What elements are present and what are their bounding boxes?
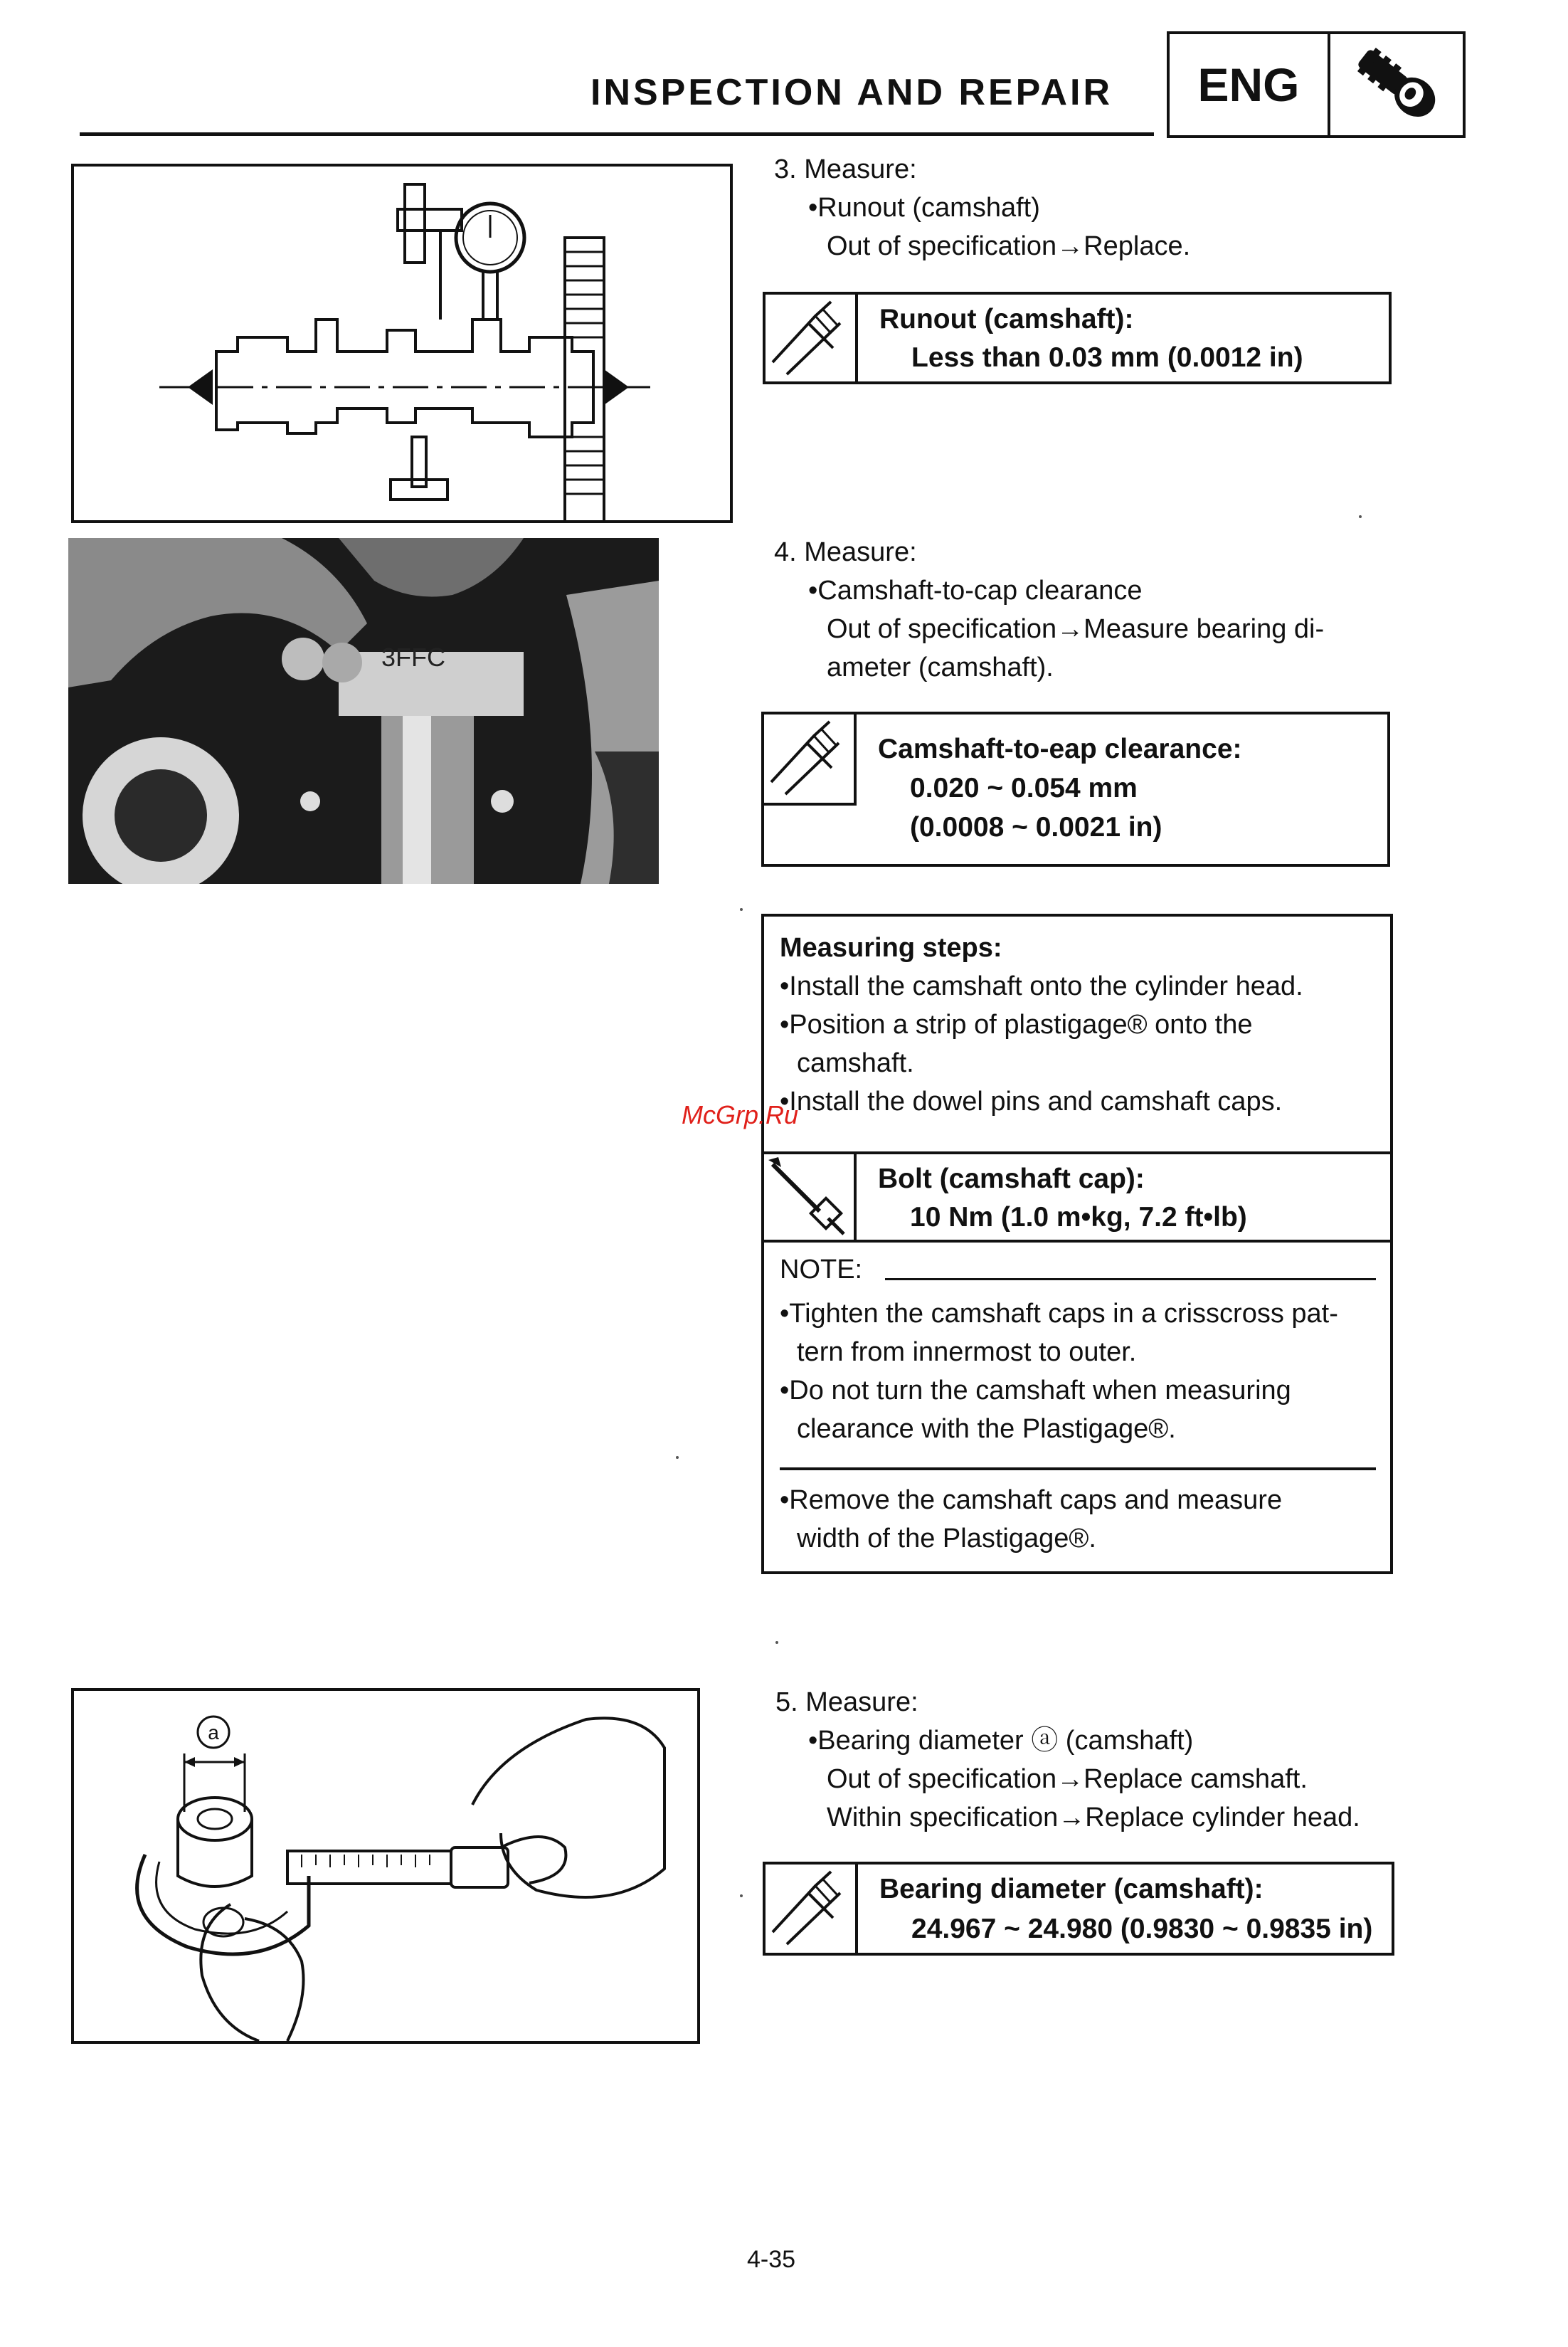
note-1-line1: •Tighten the camshaft caps in a crisscross pat- (780, 1299, 1338, 1329)
photo-label: 3FFC (381, 643, 445, 672)
step4-spec-value1: 0.020 ~ 0.054 mm (910, 773, 1138, 803)
page-title: INSPECTION AND REPAIR (590, 72, 1113, 113)
runout-figure (71, 164, 733, 523)
final-step-line2: width of the Plastigage®. (797, 1524, 1096, 1554)
note-1-line2: tern from innermost to outer. (797, 1337, 1137, 1367)
step3-action: Out of specification→Replace. (827, 231, 1191, 261)
measuring-step-2-line1: •Position a strip of plastigage® onto the (780, 1010, 1253, 1040)
camshaft-cap-photo (68, 538, 659, 884)
engine-camshaft-icon (1339, 43, 1458, 128)
micrometer-diagram (74, 1691, 697, 2041)
step5-action1: Out of specification→Replace camshaft. (827, 1764, 1308, 1794)
step4-heading: 4. Measure: (774, 537, 917, 567)
print-speck (1359, 515, 1362, 518)
print-speck (740, 1894, 743, 1897)
step3-heading: 3. Measure: (774, 154, 917, 184)
note-2-line2: clearance with the Plastigage®. (797, 1414, 1176, 1444)
measuring-step-3: •Install the dowel pins and camshaft caps. (780, 1087, 1283, 1117)
torque-value: 10 Nm (1.0 m•kg, 7.2 ft•lb) (910, 1202, 1247, 1233)
measuring-step-2-line2: camshaft. (797, 1048, 914, 1078)
section-badge (1167, 31, 1466, 138)
step4-spec-value2: (0.0008 ~ 0.0021 in) (910, 812, 1162, 843)
step3-spec-title: Runout (camshaft): (879, 304, 1134, 334)
measuring-steps-title: Measuring steps: (780, 933, 1002, 963)
measuring-steps-box (761, 914, 1393, 1574)
torque-wrench-icon (764, 1154, 854, 1240)
step5-bullet: •Bearing diameter ⓐ (camshaft) (808, 1726, 1194, 1756)
step3-spec-value: Less than 0.03 mm (0.0012 in) (911, 342, 1303, 373)
note-rule (885, 1278, 1376, 1280)
note-2-line1: •Do not turn the camshaft when measuring (780, 1376, 1291, 1405)
caliper-icon (766, 1865, 858, 1953)
print-speck (775, 1641, 778, 1644)
note-label: NOTE: (780, 1255, 863, 1285)
torque-rule-top (764, 1151, 1390, 1154)
print-speck (676, 1456, 679, 1459)
step3-spec-box (763, 292, 1392, 384)
torque-title: Bolt (camshaft cap): (878, 1164, 1145, 1194)
print-speck (740, 908, 743, 911)
micrometer-figure (71, 1688, 700, 2044)
step5-spec-value: 24.967 ~ 24.980 (0.9830 ~ 0.9835 in) (911, 1914, 1373, 1944)
runout-diagram (74, 167, 730, 520)
step4-action-line1: Out of specification→Measure bearing di- (827, 614, 1325, 644)
caliper-icon (766, 295, 858, 381)
header-rule (80, 132, 1154, 136)
torque-rule-bottom (764, 1240, 1390, 1243)
measuring-step-1: •Install the camshaft onto the cylinder head. (780, 971, 1303, 1001)
step5-spec-box (763, 1862, 1394, 1956)
torque-divider (854, 1151, 857, 1241)
section-label: ENG (1170, 34, 1330, 135)
page-number: 4-35 (747, 2246, 796, 2273)
step4-action-line2: ameter (camshaft). (827, 653, 1054, 682)
watermark: McGrp.Ru (682, 1100, 799, 1129)
final-step-line1: •Remove the camshaft caps and measure (780, 1485, 1283, 1515)
step5-action2: Within specification→Replace cylinder head. (827, 1803, 1360, 1832)
step4-spec-box (761, 712, 1390, 867)
step5-heading: 5. Measure: (775, 1687, 918, 1717)
caliper-icon (764, 714, 857, 806)
step4-spec-title: Camshaft-to-eap clearance: (878, 734, 1242, 764)
note-end-rule (780, 1467, 1376, 1470)
step5-spec-title: Bearing diameter (camshaft): (879, 1874, 1264, 1904)
step4-bullet: •Camshaft-to-cap clearance (808, 576, 1143, 606)
step3-bullet: •Runout (camshaft) (808, 193, 1040, 223)
figure-label-a: a (208, 1721, 219, 1744)
